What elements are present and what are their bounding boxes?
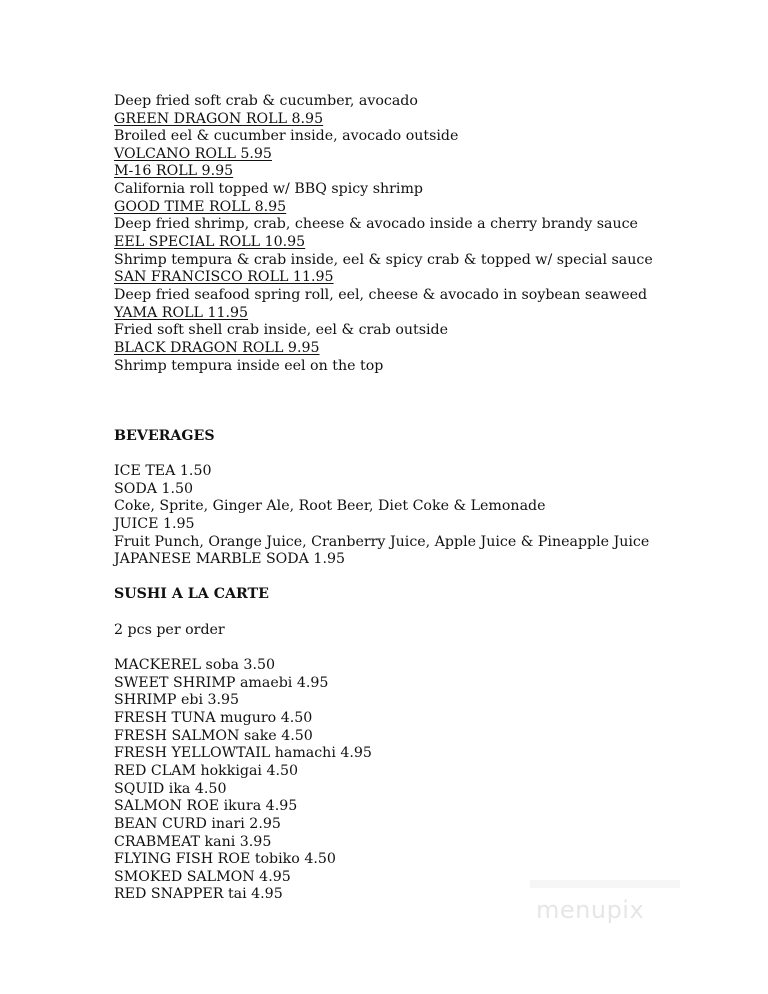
sushi-item: RED CLAM hokkigai 4.50 bbox=[114, 763, 299, 779]
watermark-banner bbox=[530, 880, 680, 888]
roll-description: Deep fried seafood spring roll, eel, cheese & avocado in soybean seaweed bbox=[114, 287, 648, 303]
sushi-item: BEAN CURD inari 2.95 bbox=[114, 816, 281, 832]
beverage-item: ICE TEA 1.50 bbox=[114, 463, 212, 479]
sushi-item: SWEET SHRIMP amaebi 4.95 bbox=[114, 675, 329, 691]
sushi-note: 2 pcs per order bbox=[114, 622, 225, 638]
beverages-heading: BEVERAGES bbox=[114, 428, 215, 444]
roll-description: Fried soft shell crab inside, eel & crab outside bbox=[114, 322, 449, 338]
sushi-item: RED SNAPPER tai 4.95 bbox=[114, 886, 283, 902]
sushi-item: FRESH YELLOWTAIL hamachi 4.95 bbox=[114, 745, 372, 761]
beverage-item: JUICE 1.95 bbox=[114, 516, 195, 532]
sushi-item: SMOKED SALMON 4.95 bbox=[114, 869, 291, 885]
sushi-item: FLYING FISH ROE tobiko 4.50 bbox=[114, 851, 336, 867]
sushi-item: SQUID ika 4.50 bbox=[114, 781, 227, 797]
sushi-item: SALMON ROE ikura 4.95 bbox=[114, 798, 298, 814]
beverage-item: JAPANESE MARBLE SODA 1.95 bbox=[114, 551, 346, 567]
watermark-logo: menupix bbox=[536, 896, 645, 924]
sushi-item: CRABMEAT kani 3.95 bbox=[114, 834, 272, 850]
sushi-item: FRESH SALMON sake 4.50 bbox=[114, 728, 313, 744]
roll-title: YAMA ROLL 11.95 bbox=[114, 305, 249, 321]
roll-description: Deep fried soft crab & cucumber, avocado bbox=[114, 93, 418, 109]
roll-description: California roll topped w/ BBQ spicy shrimp bbox=[114, 181, 423, 197]
beverage-item: SODA 1.50 bbox=[114, 481, 194, 497]
sushi-item: SHRIMP ebi 3.95 bbox=[114, 692, 240, 708]
sushi-heading: SUSHI A LA CARTE bbox=[114, 586, 269, 602]
roll-title: GOOD TIME ROLL 8.95 bbox=[114, 199, 287, 215]
roll-title: GREEN DRAGON ROLL 8.95 bbox=[114, 111, 324, 127]
roll-title: SAN FRANCISCO ROLL 11.95 bbox=[114, 269, 334, 285]
roll-description: Shrimp tempura & crab inside, eel & spicy crab & topped w/ special sauce bbox=[114, 252, 653, 268]
roll-description: Deep fried shrimp, crab, cheese & avocado inside a cherry brandy sauce bbox=[114, 216, 638, 232]
roll-title: M-16 ROLL 9.95 bbox=[114, 163, 234, 179]
sushi-item: MACKEREL soba 3.50 bbox=[114, 657, 276, 673]
roll-description: Shrimp tempura inside eel on the top bbox=[114, 358, 384, 374]
roll-title: VOLCANO ROLL 5.95 bbox=[114, 146, 272, 162]
roll-title: BLACK DRAGON ROLL 9.95 bbox=[114, 340, 320, 356]
sushi-item: FRESH TUNA muguro 4.50 bbox=[114, 710, 313, 726]
roll-description: Broiled eel & cucumber inside, avocado outside bbox=[114, 128, 459, 144]
beverage-description: Coke, Sprite, Ginger Ale, Root Beer, Diet Coke & Lemonade bbox=[114, 498, 546, 514]
beverage-description: Fruit Punch, Orange Juice, Cranberry Juice, Apple Juice & Pineapple Juice bbox=[114, 534, 650, 550]
roll-title: EEL SPECIAL ROLL 10.95 bbox=[114, 234, 306, 250]
